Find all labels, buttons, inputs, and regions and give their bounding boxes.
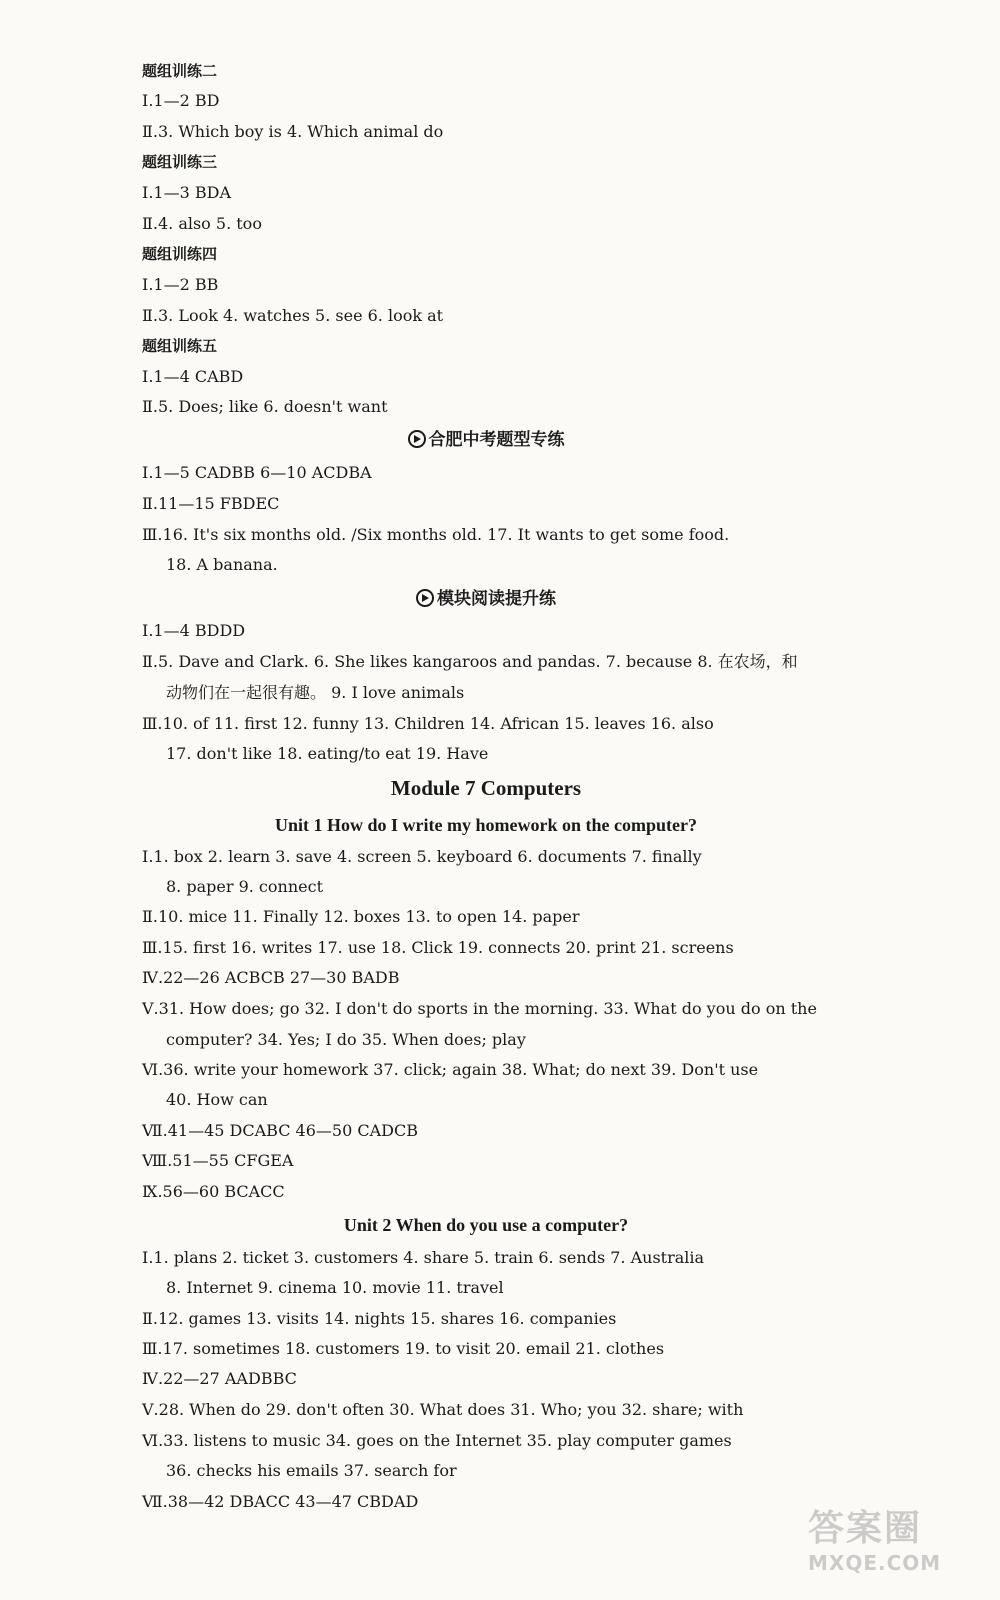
answer-line: 17. don't like 18. eating/to eat 19. Have xyxy=(166,744,489,763)
answer-line: Ⅱ.10. mice 11. Finally 12. boxes 13. to open 14. paper xyxy=(142,907,580,926)
answer-line: Ⅲ.17. sometimes 18. customers 19. to visit 20. email 21. clothes xyxy=(142,1339,665,1358)
answer-line: Ⅱ.11—15 FBDEC xyxy=(142,494,280,513)
answer-line: Ⅲ.10. of 11. first 12. funny 13. Children 14. African 15. leaves 16. also xyxy=(142,714,714,733)
watermark-cn: 答案圈 xyxy=(808,1508,923,1549)
answer-line: Ⅰ.1. plans 2. ticket 3. customers 4. share 5. train 6. sends 7. Australia xyxy=(142,1248,705,1267)
watermark-en: MXQE.COM xyxy=(808,1551,942,1575)
section-title-module-reading: 模块阅读提升练 xyxy=(142,588,830,610)
module-title: Module 7 Computers xyxy=(390,776,582,800)
answer-line: Ⅰ.1—3 BDA xyxy=(142,183,231,202)
answer-line: Ⅰ.1—4 CABD xyxy=(142,367,244,386)
group-heading-5: 题组训练五 xyxy=(142,337,218,355)
group-heading-2: 题组训练二 xyxy=(142,62,218,80)
answer-line: Ⅷ.51—55 CFGEA xyxy=(142,1151,294,1170)
answer-line: Ⅰ.1—2 BD xyxy=(142,91,220,110)
section-title-hefei-exam: 合肥中考题型专练 xyxy=(142,429,830,451)
answer-line: Ⅰ.1. box 2. learn 3. save 4. screen 5. keyboard 6. documents 7. finally xyxy=(142,847,702,866)
answer-line: Ⅱ.12. games 13. visits 14. nights 15. shares 16. companies xyxy=(142,1309,617,1328)
watermark-logo xyxy=(808,1500,978,1575)
answer-line: Ⅲ.16. It's six months old. /Six months old. 17. It wants to get some food. xyxy=(142,525,730,544)
answer-line: Ⅱ.3. Look 4. watches 5. see 6. look at xyxy=(142,306,444,325)
answer-line: computer? 34. Yes; I do 35. When does; play xyxy=(166,1030,526,1049)
answer-line: Ⅶ.41—45 DCABC 46—50 CADCB xyxy=(142,1121,418,1140)
group-heading-4: 题组训练四 xyxy=(142,245,218,263)
answer-line: 8. Internet 9. cinema 10. movie 11. travel xyxy=(166,1278,504,1297)
unit-title: Unit 1 How do I write my homework on the computer? xyxy=(275,815,697,835)
unit-title: Unit 2 When do you use a computer? xyxy=(343,1215,629,1235)
answer-line: Ⅵ.33. listens to music 34. goes on the Internet 35. play computer games xyxy=(142,1431,732,1450)
answer-line: Ⅰ.1—2 BB xyxy=(142,275,219,294)
answer-line: Ⅶ.38—42 DBACC 43—47 CBDAD xyxy=(142,1492,419,1511)
play-arrow-icon xyxy=(408,430,426,448)
group-heading-3: 题组训练三 xyxy=(142,153,218,171)
answer-line: 36. checks his emails 37. search for xyxy=(166,1461,457,1480)
answer-line: Ⅳ.22—27 AADBBC xyxy=(142,1369,297,1388)
answer-line: Ⅴ.31. How does; go 32. I don't do sports in the morning. 33. What do you do on the xyxy=(142,999,817,1018)
answer-line: Ⅱ.5. Dave and Clark. 6. She likes kangaroos and pandas. 7. because 8. 在农场，和 xyxy=(142,652,798,671)
answer-line: 8. paper 9. connect xyxy=(166,877,323,896)
answer-line: Ⅰ.1—5 CADBB 6—10 ACDBA xyxy=(142,463,372,482)
answer-line: Ⅰ.1—4 BDDD xyxy=(142,621,246,640)
answer-line: Ⅱ.5. Does; like 6. doesn't want xyxy=(142,397,388,416)
answer-line: Ⅴ.28. When do 29. don't often 30. What does 31. Who; you 32. share; with xyxy=(142,1400,744,1419)
answer-line: 40. How can xyxy=(166,1090,268,1109)
play-arrow-icon xyxy=(416,589,434,607)
answer-line: Ⅳ.22—26 ACBCB 27—30 BADB xyxy=(142,968,400,987)
answer-line: 动物们在一起很有趣。 9. I love animals xyxy=(166,683,465,702)
answer-line: Ⅱ.3. Which boy is 4. Which animal do xyxy=(142,122,444,141)
answer-line: Ⅵ.36. write your homework 37. click; again 38. What; do next 39. Don't use xyxy=(142,1060,759,1079)
answer-line: 18. A banana. xyxy=(166,555,278,574)
answer-line: Ⅲ.15. first 16. writes 17. use 18. Click 19. connects 20. print 21. screens xyxy=(142,938,734,957)
answer-line: Ⅸ.56—60 BCACC xyxy=(142,1182,285,1201)
answer-line: Ⅱ.4. also 5. too xyxy=(142,214,262,233)
